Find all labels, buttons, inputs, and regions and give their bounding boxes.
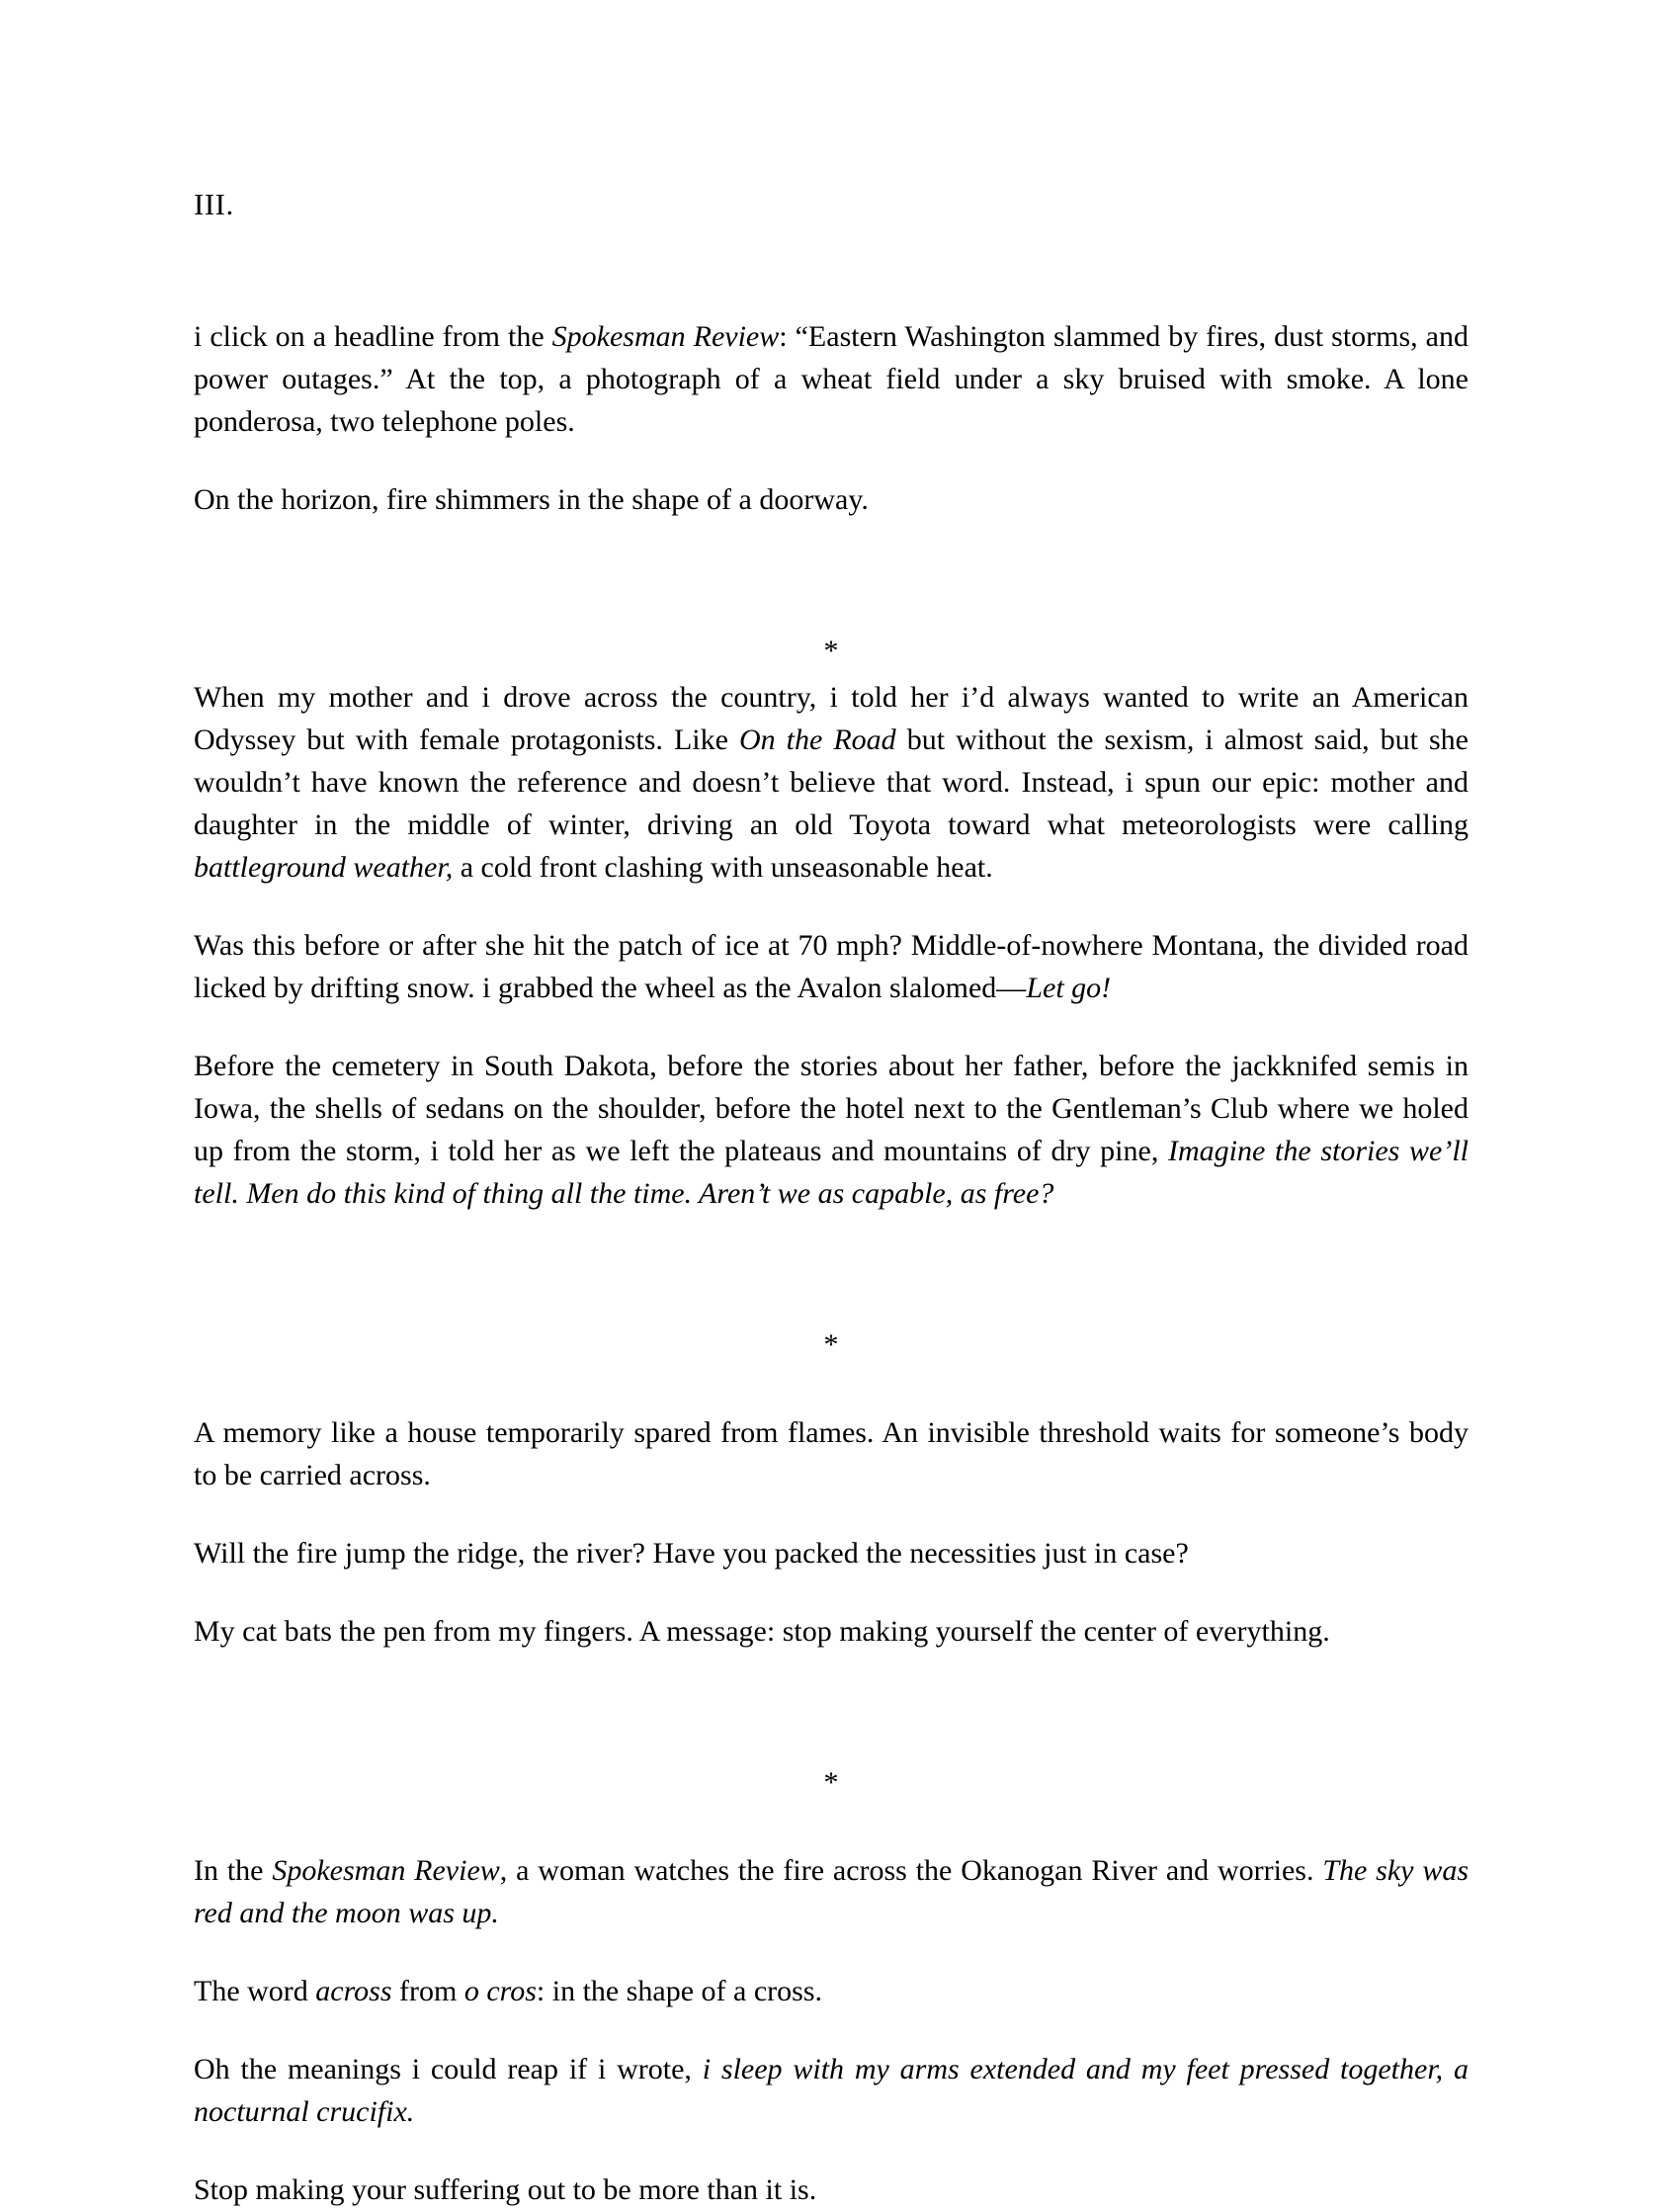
section-divider-1: * bbox=[823, 634, 839, 667]
paragraph-before-the-cemetery bbox=[194, 1045, 1469, 1215]
paragraph-headline-click bbox=[194, 315, 1469, 443]
text-run: My cat bats the pen from my fingers. A message: stop making yourself the center of everything. bbox=[194, 1614, 1330, 1648]
paragraph-fire-jump-ridge bbox=[194, 1532, 1469, 1574]
text-run: The word bbox=[194, 1974, 316, 2007]
italic-run: i sleep with my arms extended and my feet pressed together, a nocturnal crucifix. bbox=[194, 2052, 1469, 2128]
text-run: but without the sexism, i almost said, but she wouldn’t have known the reference and doesn’t believe that word. Instead, i spun our epic: mother and daughter in the middle of winter, driving an old Toyota toward what meteorologists were calling bbox=[194, 723, 1469, 841]
text-run: Stop making your suffering out to be more than it is. bbox=[194, 2172, 817, 2206]
divider-spacer-below bbox=[194, 1366, 1469, 1411]
prose-body bbox=[194, 315, 1469, 2211]
text-run: : “Eastern Washington slammed by fires, dust storms, and power outages.” At the top, a photograph of a wheat field under a sky bruised with smoke. A lone ponderosa, two telephone poles. bbox=[194, 319, 1469, 438]
text-run: from bbox=[391, 1974, 464, 2007]
italic-run: o cros bbox=[463, 1974, 537, 2007]
paragraph-okanogan-river bbox=[194, 1849, 1469, 1934]
section-divider-2: * bbox=[823, 1327, 839, 1361]
text-run: , a woman watches the fire across the Okanogan River and worries. bbox=[499, 1853, 1323, 1887]
text-run: Before the cemetery in South Dakota, before the stories about her father, before the jackknifed semis in Iowa, the shells of sedans on the shoulder, before the hotel next to the Gentleman’s Club where we holed up from the storm, i told her as we left the plateaus and mountains of dry pine, bbox=[194, 1049, 1469, 1167]
italic-run: Spokesman Review bbox=[551, 319, 780, 353]
paragraph-word-across bbox=[194, 1970, 1469, 2012]
text-run: A memory like a house temporarily spared from flames. An invisible threshold waits for someone’s body to be carried across. bbox=[194, 1415, 1469, 1491]
paragraph-american-odyssey bbox=[194, 676, 1469, 889]
italic-run: On the Road bbox=[738, 723, 896, 756]
italic-run: The sky was red and the moon was up. bbox=[194, 1853, 1470, 1929]
paragraph-memory-house bbox=[194, 1411, 1469, 1496]
text-run: When my mother and i drove across the country, i told her i’d always wanted to write an American Odyssey but with female protagonists. Like bbox=[194, 680, 1469, 756]
heading-spacer bbox=[194, 224, 1469, 315]
italic-run: Let go! bbox=[1026, 971, 1112, 1004]
divider-spacer-below bbox=[194, 1804, 1469, 1849]
paragraph-nocturnal-crucifix bbox=[194, 2048, 1469, 2133]
text-run: i click on a headline from the bbox=[194, 319, 552, 353]
text-run: a cold front clashing with unseasonable heat. bbox=[453, 850, 993, 884]
text-run: Oh the meanings i could reap if i wrote, bbox=[194, 2052, 703, 2085]
italic-run: Spokesman Review bbox=[272, 1853, 500, 1887]
text-run: Was this before or after she hit the patch of ice at 70 mph? Middle-of-nowhere Montana, the divided road licked by drifting snow. i grabbed the wheel as the Avalon slalomed— bbox=[194, 928, 1469, 1004]
text-run: : in the shape of a cross. bbox=[536, 1974, 823, 2007]
paragraph-cat-bats-pen bbox=[194, 1610, 1469, 1653]
italic-run: battleground weather, bbox=[194, 850, 454, 884]
paragraph-stop-making-suffering bbox=[194, 2168, 1469, 2211]
section-number-heading: III. bbox=[194, 187, 234, 221]
italic-run: Imagine the stories we’ll tell. Men do this kind of thing all the time. Aren’t we as capable, as free? bbox=[194, 1134, 1469, 1210]
page-content bbox=[194, 186, 1469, 2211]
text-run: In the bbox=[194, 1853, 273, 1887]
divider-spacer-above bbox=[194, 1250, 1469, 1323]
text-run: On the horizon, fire shimmers in the shape of a doorway. bbox=[194, 482, 869, 516]
divider-spacer-above bbox=[194, 1688, 1469, 1761]
paragraph-patch-of-ice bbox=[194, 924, 1469, 1009]
divider-spacer-above bbox=[194, 556, 1469, 630]
italic-run: across bbox=[315, 1974, 392, 2007]
section-divider-3: * bbox=[823, 1765, 839, 1799]
text-run: Will the fire jump the ridge, the river? Have you packed the necessities just in case? bbox=[194, 1536, 1189, 1570]
paragraph-horizon-doorway bbox=[194, 478, 1469, 521]
